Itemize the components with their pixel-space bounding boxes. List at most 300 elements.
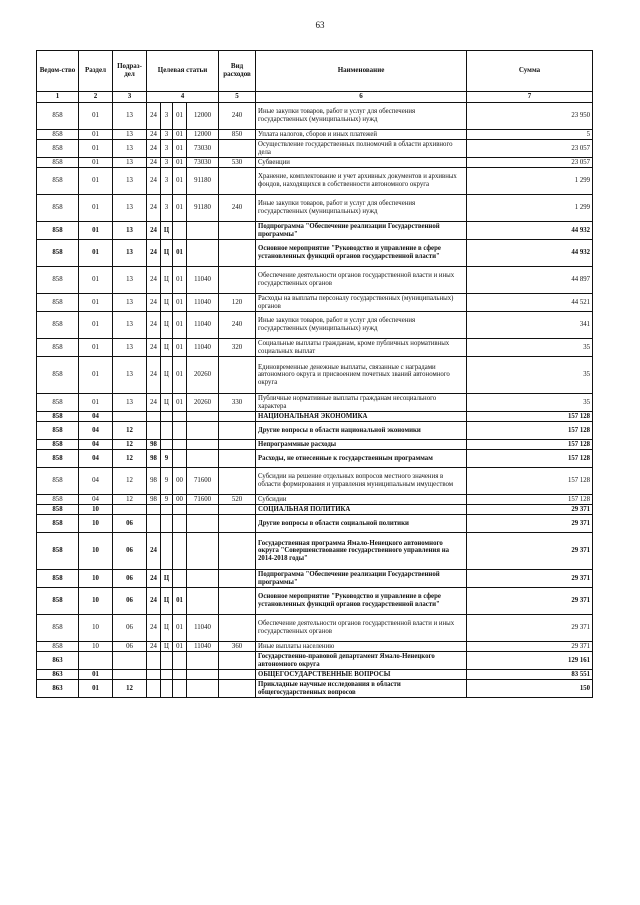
cell-target-program: 24 bbox=[147, 240, 161, 267]
cell-expense-type bbox=[219, 570, 256, 588]
cell-name: Иные закупки товаров, работ и услуг для обеспечения государственных (муниципальных) нужд bbox=[256, 312, 467, 339]
cell-sum: 23 057 bbox=[467, 140, 593, 158]
cell-department: 858 bbox=[37, 450, 79, 468]
cell-name: Уплата налогов, сборов и иных платежей bbox=[256, 130, 467, 140]
cell-section: 01 bbox=[79, 680, 113, 698]
cell-sum: 29 371 bbox=[467, 533, 593, 570]
cell-target-event: 01 bbox=[173, 140, 187, 158]
cell-section: 10 bbox=[79, 588, 113, 615]
cell-target-direction bbox=[187, 533, 219, 570]
table-row bbox=[37, 450, 593, 468]
cell-section: 01 bbox=[79, 240, 113, 267]
cell-expense-type bbox=[219, 670, 256, 680]
table-row bbox=[37, 267, 593, 294]
header-subsection: Подраз-дел bbox=[113, 51, 147, 92]
cell-name: СОЦИАЛЬНАЯ ПОЛИТИКА bbox=[256, 505, 467, 515]
cell-section: 04 bbox=[79, 495, 113, 505]
cell-expense-type bbox=[219, 140, 256, 158]
cell-target-event: 01 bbox=[173, 168, 187, 195]
cell-section: 01 bbox=[79, 312, 113, 339]
table-row bbox=[37, 130, 593, 140]
cell-sum: 157 128 bbox=[467, 412, 593, 422]
cell-section: 01 bbox=[79, 140, 113, 158]
cell-target-direction bbox=[187, 422, 219, 440]
cell-target-program: 24 bbox=[147, 339, 161, 357]
cell-target-program: 98 bbox=[147, 450, 161, 468]
cell-section: 10 bbox=[79, 533, 113, 570]
cell-name: Субсидии на решение отдельных вопросов местного значения в области формирования и управления муниципальным имуществом bbox=[256, 468, 467, 495]
cell-target-event: 01 bbox=[173, 312, 187, 339]
cell-subsection: 13 bbox=[113, 312, 147, 339]
table-row bbox=[37, 680, 593, 698]
table-row bbox=[37, 394, 593, 412]
cell-subsection bbox=[113, 652, 147, 670]
cell-target-program: 24 bbox=[147, 312, 161, 339]
cell-sum: 1 299 bbox=[467, 168, 593, 195]
cell-expense-type: 850 bbox=[219, 130, 256, 140]
cell-expense-type bbox=[219, 412, 256, 422]
table-row bbox=[37, 495, 593, 505]
cell-expense-type bbox=[219, 652, 256, 670]
cell-target-subprogram: Ц bbox=[161, 615, 173, 642]
table-row bbox=[37, 533, 593, 570]
budget-table bbox=[36, 50, 593, 698]
cell-target-subprogram bbox=[161, 440, 173, 450]
cell-expense-type bbox=[219, 240, 256, 267]
cell-section: 01 bbox=[79, 222, 113, 240]
cell-subsection: 06 bbox=[113, 533, 147, 570]
cell-section: 01 bbox=[79, 267, 113, 294]
cell-department: 858 bbox=[37, 195, 79, 222]
cell-target-direction: 71600 bbox=[187, 495, 219, 505]
cell-department: 858 bbox=[37, 394, 79, 412]
cell-sum: 157 128 bbox=[467, 450, 593, 468]
cell-department: 858 bbox=[37, 642, 79, 652]
cell-department: 863 bbox=[37, 652, 79, 670]
cell-target-event: 01 bbox=[173, 357, 187, 394]
cell-subsection: 13 bbox=[113, 130, 147, 140]
cell-target-program: 24 bbox=[147, 195, 161, 222]
cell-department: 863 bbox=[37, 670, 79, 680]
cell-sum: 157 128 bbox=[467, 495, 593, 505]
header-sum: Сумма bbox=[467, 51, 593, 92]
cell-name: Обеспечение деятельности органов государственной власти и иных государственных органов bbox=[256, 615, 467, 642]
table-row bbox=[37, 312, 593, 339]
cell-target-subprogram: 3 bbox=[161, 103, 173, 130]
cell-expense-type bbox=[219, 440, 256, 450]
header-department: Ведом-ство bbox=[37, 51, 79, 92]
cell-target-program: 24 bbox=[147, 168, 161, 195]
cell-target-event: 00 bbox=[173, 468, 187, 495]
cell-target-program bbox=[147, 670, 161, 680]
cell-sum: 29 371 bbox=[467, 570, 593, 588]
cell-expense-type bbox=[219, 222, 256, 240]
cell-expense-type: 360 bbox=[219, 642, 256, 652]
cell-name: Иные закупки товаров, работ и услуг для обеспечения государственных (муниципальных) нужд bbox=[256, 103, 467, 130]
cell-target-subprogram: 3 bbox=[161, 195, 173, 222]
cell-target-subprogram bbox=[161, 412, 173, 422]
cell-target-direction: 73030 bbox=[187, 140, 219, 158]
column-number: 2 bbox=[79, 92, 113, 103]
cell-subsection: 13 bbox=[113, 357, 147, 394]
cell-expense-type bbox=[219, 615, 256, 642]
cell-target-program: 24 bbox=[147, 103, 161, 130]
cell-section: 04 bbox=[79, 412, 113, 422]
cell-target-event bbox=[173, 412, 187, 422]
cell-target-direction bbox=[187, 680, 219, 698]
cell-department: 858 bbox=[37, 615, 79, 642]
cell-sum: 29 371 bbox=[467, 505, 593, 515]
cell-section: 10 bbox=[79, 515, 113, 533]
cell-department: 858 bbox=[37, 294, 79, 312]
cell-subsection: 13 bbox=[113, 168, 147, 195]
cell-subsection: 13 bbox=[113, 240, 147, 267]
cell-expense-type bbox=[219, 588, 256, 615]
cell-subsection: 06 bbox=[113, 515, 147, 533]
cell-name: НАЦИОНАЛЬНАЯ ЭКОНОМИКА bbox=[256, 412, 467, 422]
cell-target-subprogram: 3 bbox=[161, 130, 173, 140]
cell-sum: 44 932 bbox=[467, 222, 593, 240]
cell-target-event: 01 bbox=[173, 339, 187, 357]
cell-subsection: 06 bbox=[113, 570, 147, 588]
cell-section: 01 bbox=[79, 158, 113, 168]
cell-target-event: 00 bbox=[173, 495, 187, 505]
column-number: 5 bbox=[219, 92, 256, 103]
table-row bbox=[37, 222, 593, 240]
cell-target-subprogram: Ц bbox=[161, 588, 173, 615]
cell-target-event: 01 bbox=[173, 294, 187, 312]
cell-sum: 150 bbox=[467, 680, 593, 698]
cell-department: 858 bbox=[37, 588, 79, 615]
cell-expense-type: 240 bbox=[219, 195, 256, 222]
cell-department: 858 bbox=[37, 103, 79, 130]
cell-sum: 157 128 bbox=[467, 440, 593, 450]
cell-section: 01 bbox=[79, 130, 113, 140]
cell-section: 01 bbox=[79, 357, 113, 394]
cell-target-subprogram: 3 bbox=[161, 158, 173, 168]
cell-name: Иные выплаты населению bbox=[256, 642, 467, 652]
cell-sum: 44 897 bbox=[467, 267, 593, 294]
cell-target-subprogram: 9 bbox=[161, 468, 173, 495]
cell-target-subprogram: 3 bbox=[161, 168, 173, 195]
cell-subsection: 13 bbox=[113, 267, 147, 294]
cell-subsection: 13 bbox=[113, 339, 147, 357]
cell-name: Единовременные денежные выплаты, связанные с наградами автономного округа и присвоением почетных званий автономного округа bbox=[256, 357, 467, 394]
cell-target-subprogram: Ц bbox=[161, 240, 173, 267]
cell-target-program bbox=[147, 505, 161, 515]
cell-target-subprogram bbox=[161, 505, 173, 515]
cell-section: 10 bbox=[79, 505, 113, 515]
cell-subsection: 06 bbox=[113, 615, 147, 642]
cell-sum: 341 bbox=[467, 312, 593, 339]
cell-target-event: 01 bbox=[173, 103, 187, 130]
table-row bbox=[37, 240, 593, 267]
cell-target-subprogram: Ц bbox=[161, 357, 173, 394]
table-row bbox=[37, 168, 593, 195]
cell-target-direction: 11040 bbox=[187, 339, 219, 357]
table-row bbox=[37, 505, 593, 515]
cell-target-subprogram bbox=[161, 680, 173, 698]
cell-target-direction: 71600 bbox=[187, 468, 219, 495]
cell-department: 858 bbox=[37, 140, 79, 158]
cell-subsection: 13 bbox=[113, 195, 147, 222]
cell-target-direction: 11040 bbox=[187, 267, 219, 294]
page-number: 63 bbox=[315, 20, 325, 30]
cell-target-event bbox=[173, 652, 187, 670]
cell-name: Иные закупки товаров, работ и услуг для обеспечения государственных (муниципальных) нужд bbox=[256, 195, 467, 222]
table-row bbox=[37, 642, 593, 652]
cell-expense-type: 530 bbox=[219, 158, 256, 168]
cell-target-direction bbox=[187, 450, 219, 468]
cell-target-event: 01 bbox=[173, 240, 187, 267]
cell-target-subprogram: Ц bbox=[161, 222, 173, 240]
cell-expense-type bbox=[219, 505, 256, 515]
cell-name: Социальные выплаты гражданам, кроме публичных нормативных социальных выплат bbox=[256, 339, 467, 357]
cell-name: Расходы, не отнесенные к государственным программам bbox=[256, 450, 467, 468]
cell-target-event: 01 bbox=[173, 588, 187, 615]
cell-target-direction bbox=[187, 440, 219, 450]
header-target-article: Целевая статьи bbox=[147, 51, 219, 92]
table-row bbox=[37, 670, 593, 680]
cell-sum: 29 371 bbox=[467, 588, 593, 615]
cell-sum: 157 128 bbox=[467, 422, 593, 440]
cell-department: 858 bbox=[37, 505, 79, 515]
cell-department: 858 bbox=[37, 440, 79, 450]
cell-section: 04 bbox=[79, 450, 113, 468]
cell-subsection: 06 bbox=[113, 588, 147, 615]
cell-target-program: 24 bbox=[147, 140, 161, 158]
cell-target-program: 98 bbox=[147, 495, 161, 505]
cell-subsection: 13 bbox=[113, 294, 147, 312]
cell-expense-type: 240 bbox=[219, 312, 256, 339]
cell-target-event: 01 bbox=[173, 394, 187, 412]
cell-target-direction bbox=[187, 515, 219, 533]
cell-subsection: 12 bbox=[113, 422, 147, 440]
cell-section: 10 bbox=[79, 570, 113, 588]
cell-subsection: 13 bbox=[113, 158, 147, 168]
cell-name: Публичные нормативные выплаты гражданам несоциального характера bbox=[256, 394, 467, 412]
cell-expense-type bbox=[219, 680, 256, 698]
cell-target-event bbox=[173, 222, 187, 240]
cell-name: Непрограммные расходы bbox=[256, 440, 467, 450]
cell-department: 858 bbox=[37, 222, 79, 240]
table-row bbox=[37, 140, 593, 158]
cell-section: 01 bbox=[79, 195, 113, 222]
cell-target-direction: 91180 bbox=[187, 195, 219, 222]
cell-target-subprogram: Ц bbox=[161, 339, 173, 357]
table-row bbox=[37, 412, 593, 422]
cell-target-direction: 20260 bbox=[187, 357, 219, 394]
cell-department: 858 bbox=[37, 422, 79, 440]
cell-subsection: 12 bbox=[113, 680, 147, 698]
cell-expense-type: 120 bbox=[219, 294, 256, 312]
cell-target-direction: 20260 bbox=[187, 394, 219, 412]
cell-target-program: 24 bbox=[147, 294, 161, 312]
cell-target-event bbox=[173, 440, 187, 450]
cell-sum: 44 521 bbox=[467, 294, 593, 312]
cell-section: 01 bbox=[79, 103, 113, 130]
cell-expense-type: 320 bbox=[219, 339, 256, 357]
cell-expense-type bbox=[219, 168, 256, 195]
cell-target-event: 01 bbox=[173, 642, 187, 652]
column-number: 6 bbox=[256, 92, 467, 103]
table-row bbox=[37, 615, 593, 642]
cell-section: 01 bbox=[79, 294, 113, 312]
cell-target-subprogram bbox=[161, 533, 173, 570]
cell-target-program: 24 bbox=[147, 222, 161, 240]
cell-section bbox=[79, 652, 113, 670]
cell-target-program: 24 bbox=[147, 615, 161, 642]
cell-department: 858 bbox=[37, 168, 79, 195]
cell-target-program bbox=[147, 652, 161, 670]
cell-subsection: 06 bbox=[113, 642, 147, 652]
cell-subsection: 13 bbox=[113, 103, 147, 130]
cell-expense-type bbox=[219, 450, 256, 468]
cell-name: Другие вопросы в области национальной экономики bbox=[256, 422, 467, 440]
cell-department: 858 bbox=[37, 339, 79, 357]
cell-target-event bbox=[173, 505, 187, 515]
cell-target-direction: 11040 bbox=[187, 615, 219, 642]
cell-target-direction bbox=[187, 240, 219, 267]
table-row bbox=[37, 440, 593, 450]
cell-sum: 129 161 bbox=[467, 652, 593, 670]
cell-department: 858 bbox=[37, 158, 79, 168]
cell-target-subprogram bbox=[161, 670, 173, 680]
cell-target-subprogram bbox=[161, 652, 173, 670]
cell-target-program: 24 bbox=[147, 267, 161, 294]
cell-sum: 35 bbox=[467, 339, 593, 357]
cell-target-event: 01 bbox=[173, 158, 187, 168]
table-row bbox=[37, 294, 593, 312]
cell-target-program: 24 bbox=[147, 570, 161, 588]
cell-department: 858 bbox=[37, 240, 79, 267]
column-number: 3 bbox=[113, 92, 147, 103]
cell-sum: 29 371 bbox=[467, 642, 593, 652]
cell-subsection: 12 bbox=[113, 495, 147, 505]
cell-name: Осуществление государственных полномочий в области архивного дела bbox=[256, 140, 467, 158]
table-row bbox=[37, 570, 593, 588]
cell-department: 858 bbox=[37, 312, 79, 339]
cell-target-event: 01 bbox=[173, 195, 187, 222]
cell-name: Основное мероприятие "Руководство и управление в сфере установленных функций органов государственной власти" bbox=[256, 240, 467, 267]
cell-target-event: 01 bbox=[173, 267, 187, 294]
table-row bbox=[37, 103, 593, 130]
cell-target-subprogram: Ц bbox=[161, 294, 173, 312]
cell-subsection: 13 bbox=[113, 140, 147, 158]
cell-department: 858 bbox=[37, 515, 79, 533]
cell-sum: 29 371 bbox=[467, 615, 593, 642]
table-row bbox=[37, 357, 593, 394]
cell-sum: 157 128 bbox=[467, 468, 593, 495]
cell-department: 858 bbox=[37, 130, 79, 140]
cell-target-event bbox=[173, 533, 187, 570]
cell-section: 04 bbox=[79, 468, 113, 495]
cell-target-direction: 11040 bbox=[187, 294, 219, 312]
cell-target-program: 24 bbox=[147, 130, 161, 140]
cell-section: 04 bbox=[79, 440, 113, 450]
header-name: Наименование bbox=[256, 51, 467, 92]
cell-department: 858 bbox=[37, 570, 79, 588]
cell-department: 858 bbox=[37, 412, 79, 422]
cell-name: Обеспечение деятельности органов государственной власти и иных государственных органов bbox=[256, 267, 467, 294]
cell-target-direction bbox=[187, 412, 219, 422]
cell-expense-type bbox=[219, 422, 256, 440]
cell-sum: 23 950 bbox=[467, 103, 593, 130]
cell-section: 01 bbox=[79, 339, 113, 357]
cell-expense-type bbox=[219, 533, 256, 570]
cell-expense-type bbox=[219, 515, 256, 533]
cell-target-subprogram: 9 bbox=[161, 450, 173, 468]
cell-subsection: 13 bbox=[113, 394, 147, 412]
cell-target-event bbox=[173, 670, 187, 680]
header-section: Раздел bbox=[79, 51, 113, 92]
cell-expense-type: 240 bbox=[219, 103, 256, 130]
column-number: 4 bbox=[147, 92, 219, 103]
cell-target-program: 24 bbox=[147, 588, 161, 615]
cell-name: Расходы на выплаты персоналу государственных (муниципальных) органов bbox=[256, 294, 467, 312]
cell-target-direction bbox=[187, 670, 219, 680]
cell-subsection bbox=[113, 670, 147, 680]
cell-target-subprogram: Ц bbox=[161, 570, 173, 588]
cell-target-direction bbox=[187, 505, 219, 515]
cell-sum: 83 551 bbox=[467, 670, 593, 680]
cell-target-direction: 12000 bbox=[187, 130, 219, 140]
cell-sum: 35 bbox=[467, 394, 593, 412]
cell-expense-type: 330 bbox=[219, 394, 256, 412]
table-row bbox=[37, 652, 593, 670]
cell-department: 863 bbox=[37, 680, 79, 698]
cell-name: Хранение, комплектование и учет архивных документов и архивных фондов, находящихся в собственности автономного округа bbox=[256, 168, 467, 195]
cell-target-subprogram: 3 bbox=[161, 140, 173, 158]
cell-department: 858 bbox=[37, 357, 79, 394]
cell-name: Государственная программа Ямало-Ненецкого автономного округа "Совершенствование государственного управления на 2014-2018 годы" bbox=[256, 533, 467, 570]
cell-name: Прикладные научные исследования в области общегосударственных вопросов bbox=[256, 680, 467, 698]
cell-target-program: 24 bbox=[147, 533, 161, 570]
cell-sum: 35 bbox=[467, 357, 593, 394]
cell-name: Основное мероприятие "Руководство и управление в сфере установленных функций органов государственной власти" bbox=[256, 588, 467, 615]
cell-name: ОБЩЕГОСУДАРСТВЕННЫЕ ВОПРОСЫ bbox=[256, 670, 467, 680]
cell-sum: 5 bbox=[467, 130, 593, 140]
cell-subsection bbox=[113, 505, 147, 515]
cell-sum: 44 932 bbox=[467, 240, 593, 267]
cell-expense-type bbox=[219, 357, 256, 394]
cell-subsection: 12 bbox=[113, 468, 147, 495]
cell-target-program: 24 bbox=[147, 642, 161, 652]
cell-target-event bbox=[173, 515, 187, 533]
cell-target-direction bbox=[187, 570, 219, 588]
cell-subsection: 13 bbox=[113, 222, 147, 240]
cell-target-subprogram: Ц bbox=[161, 642, 173, 652]
cell-target-direction: 91180 bbox=[187, 168, 219, 195]
cell-department: 858 bbox=[37, 533, 79, 570]
cell-department: 858 bbox=[37, 468, 79, 495]
cell-name: Субвенции bbox=[256, 158, 467, 168]
column-number: 7 bbox=[467, 92, 593, 103]
cell-section: 10 bbox=[79, 642, 113, 652]
cell-section: 01 bbox=[79, 168, 113, 195]
table-row bbox=[37, 195, 593, 222]
cell-target-event bbox=[173, 422, 187, 440]
cell-target-event: 01 bbox=[173, 130, 187, 140]
cell-target-direction bbox=[187, 222, 219, 240]
cell-target-direction: 12000 bbox=[187, 103, 219, 130]
cell-target-program bbox=[147, 680, 161, 698]
cell-target-program: 24 bbox=[147, 394, 161, 412]
cell-sum: 1 299 bbox=[467, 195, 593, 222]
cell-target-program bbox=[147, 422, 161, 440]
cell-name: Другие вопросы в области социальной политики bbox=[256, 515, 467, 533]
cell-target-subprogram: Ц bbox=[161, 267, 173, 294]
